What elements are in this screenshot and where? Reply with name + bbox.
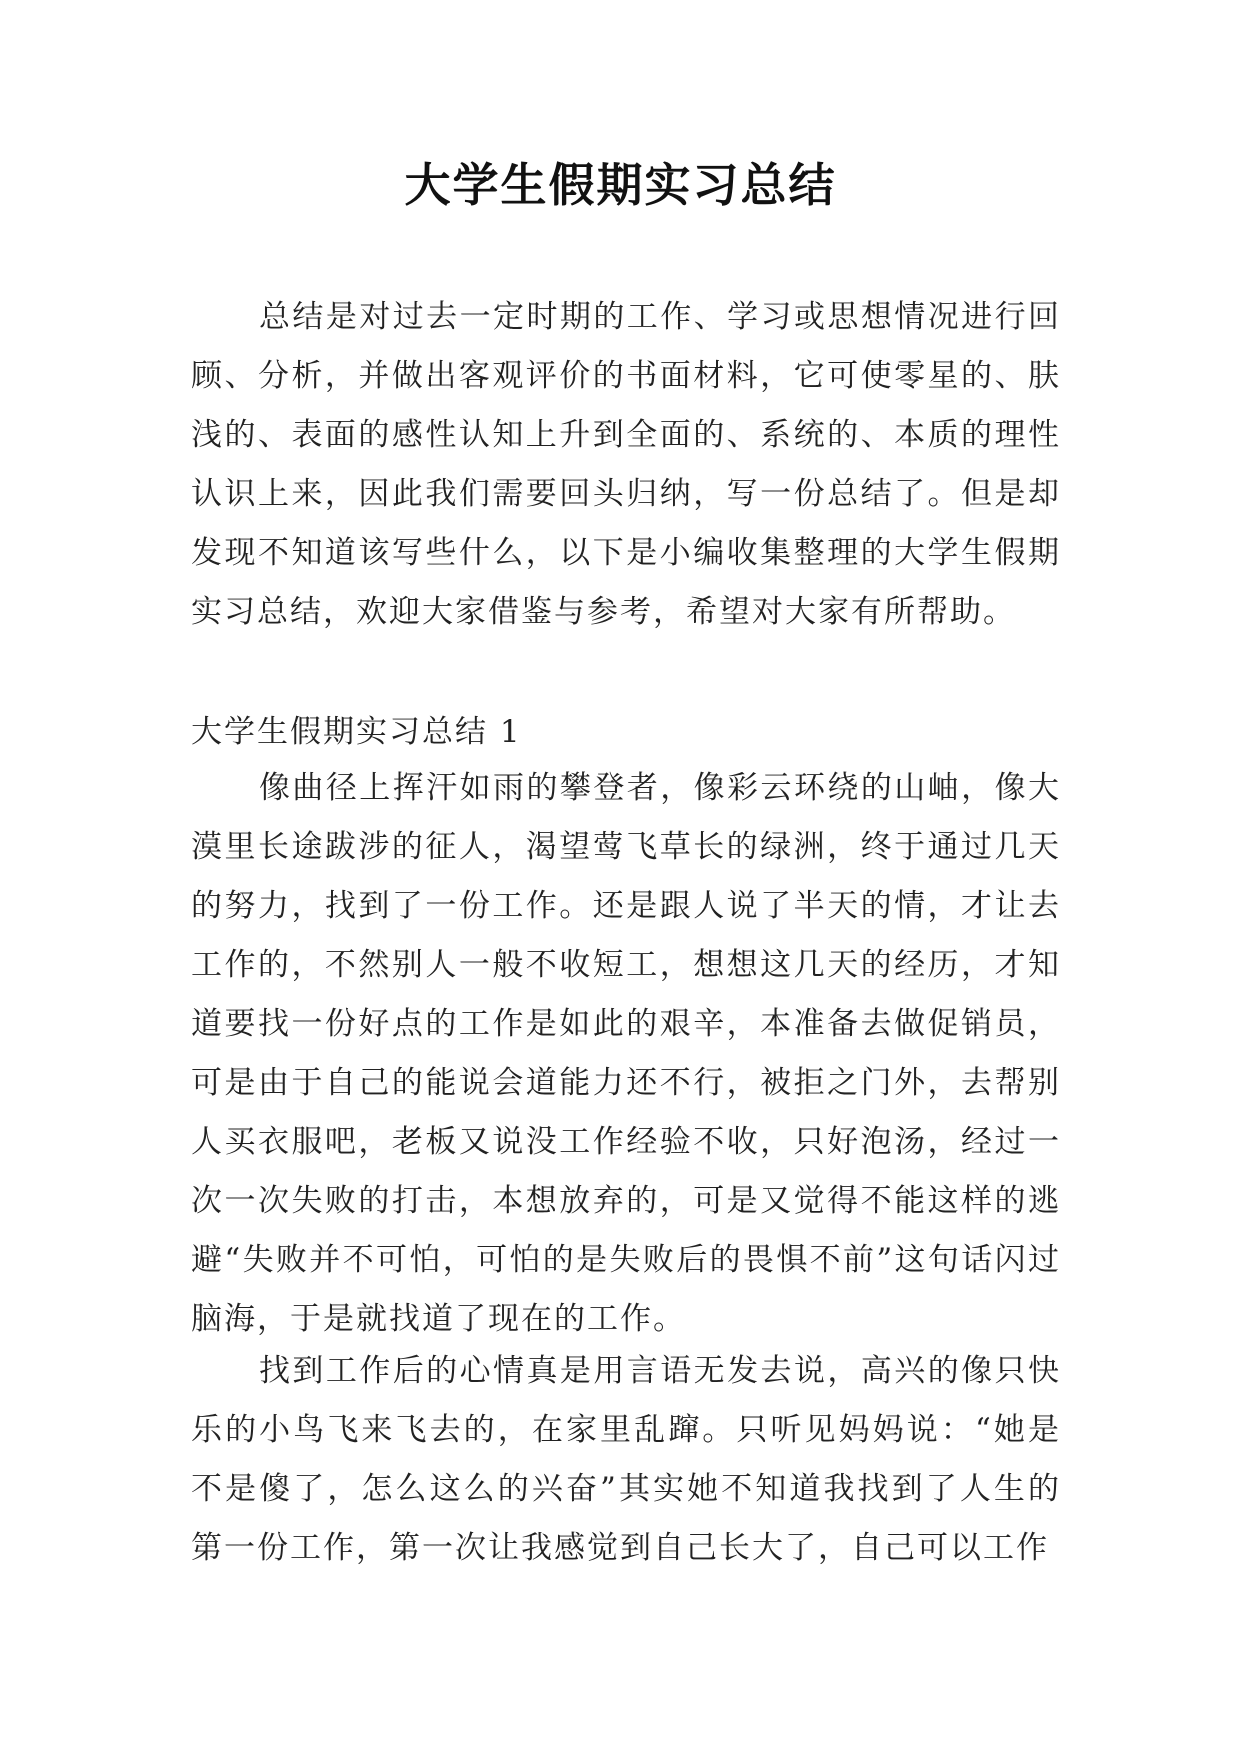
section-heading: 大学生假期实习总结 1 — [191, 714, 522, 750]
body-paragraph-1: 像曲径上挥汗如雨的攀登者，像彩云环绕的山岫，像大漠里长途跋涉的征人，渴望莺飞草长的绿洲，终于通过几天的努力，找到了一份工作。还是跟人说了半天的情，才让去工作的，不然别人一般不收短工，想想这几天的经历，才知道要找一份好点的工作是如此的艰辛，本准备去做促销员，可是由于自己的能说会道能力还不行，被拒之门外，去帮别人买衣服吧，老板又说没工作经验不收，只好泡汤，经过一次一次失败的打击，本想放弃的，可是又觉得不能这样的逃避“失败并不可怕，可怕的是失败后的畏惧不前”这句话闪过脑海，于是就找道了现在的工作。 — [191, 770, 1061, 1337]
body-paragraph-2: 找到工作后的心情真是用言语无发去说，高兴的像只快乐的小鸟飞来飞去的，在家里乱蹿。只听见妈妈说：“她是不是傻了，怎么这么的兴奋”其实她不知道我找到了人生的第一份工作，第一次让我感觉到自己长大了，自己可以工作 — [191, 1353, 1061, 1566]
intro-paragraph: 总结是对过去一定时期的工作、学习或思想情况进行回顾、分析，并做出客观评价的书面材料，它可使零星的、肤浅的、表面的感性认知上升到全面的、系统的、本质的理性认识上来，因此我们需要回头归纳，写一份总结了。但是却发现不知道该写些什么，以下是小编收集整理的大学生假期实习总结，欢迎大家借鉴与参考，希望对大家有所帮助。 — [191, 299, 1061, 630]
page-title: 大学生假期实习总结 — [404, 158, 837, 212]
